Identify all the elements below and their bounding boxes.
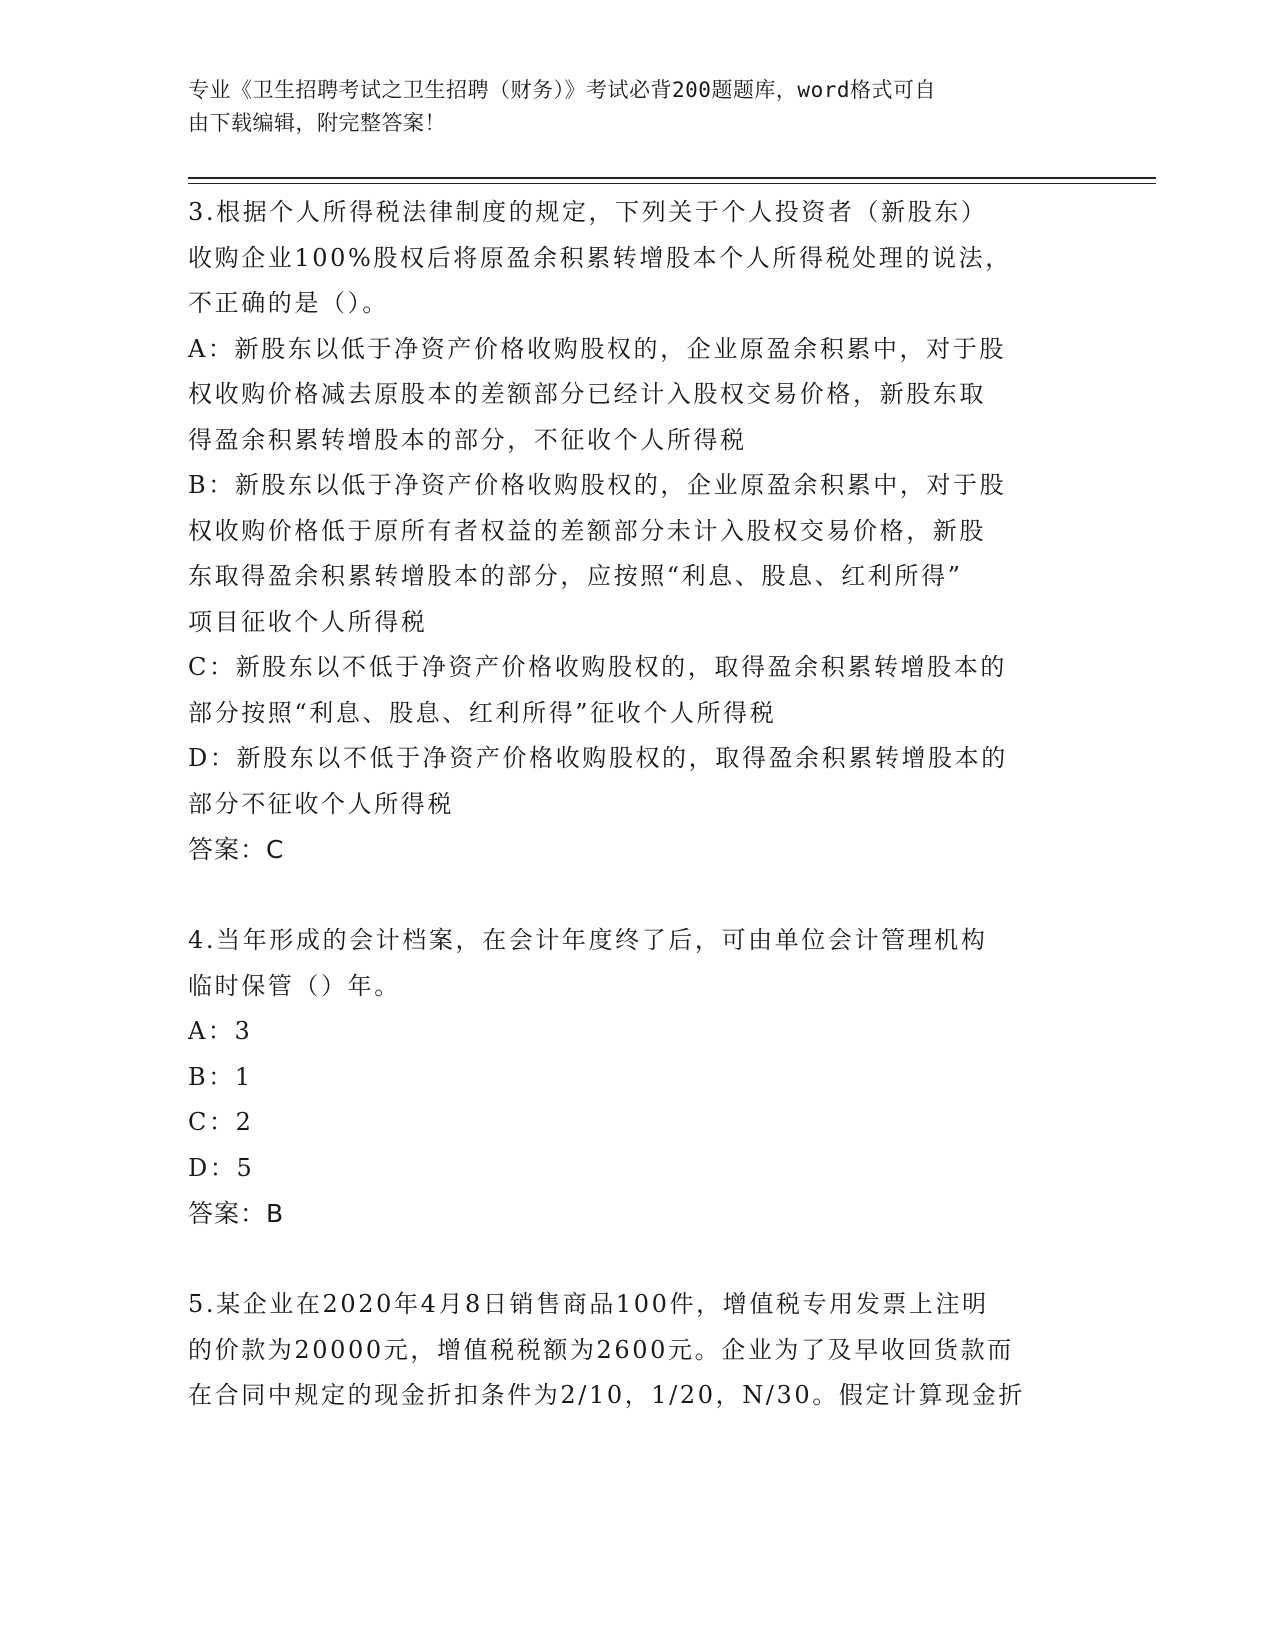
- option-a-line: A：新股东以低于净资产价格收购股权的，企业原盈余积累中，对于股: [188, 334, 1006, 363]
- option-d-line: 部分不征收个人所得税: [188, 789, 454, 818]
- option-a-line: 权收购价格减去原股本的差额部分已经计入股权交易价格，新股东取: [188, 380, 986, 408]
- question-stem-line: 在合同中规定的现金折扣条件为2/10，1/20，N/30。假定计算现金折: [188, 1381, 1026, 1409]
- question-spacer: [188, 1237, 1088, 1282]
- option-a-line: A：3: [188, 1017, 253, 1045]
- header-divider-thick: [188, 177, 1156, 179]
- document-header: [188, 74, 1068, 140]
- option-b-line: 项目征收个人所得税: [188, 607, 428, 636]
- question-stem-line: 不正确的是（）。: [188, 289, 389, 317]
- option-b-line: B：1: [188, 1062, 253, 1091]
- question-list: [188, 190, 1088, 1419]
- option-c-line: C：新股东以不低于净资产价格收购股权的，取得盈余积累转增股本的: [188, 653, 1007, 681]
- question-stem-line: 3.根据个人所得税法律制度的规定，下列关于个人投资者（新股东）: [188, 198, 988, 226]
- question-spacer: [188, 873, 1088, 918]
- header-line: 由下载编辑，附完整答案！: [188, 111, 446, 135]
- option-c-line: 部分按照“利息、股息、红利所得”征收个人所得税: [188, 698, 777, 727]
- option-b-line: 权收购价格低于原所有者权益的差额部分未计入股权交易价格，新股: [188, 516, 986, 545]
- option-d-line: D：新股东以不低于净资产价格收购股权的，取得盈余积累转增股本的: [188, 744, 1008, 772]
- answer-label: 答案：B: [188, 1199, 285, 1228]
- header-line: 专业《卫生招聘考试之卫生招聘（财务）》考试必背200题题库，word格式可自: [188, 78, 936, 102]
- question-4: [188, 918, 1088, 1237]
- question-5: [188, 1282, 1088, 1419]
- question-stem-line: 4.当年形成的会计档案，在会计年度终了后，可由单位会计管理机构: [188, 926, 988, 954]
- option-b-line: B：新股东以低于净资产价格收购股权的，企业原盈余积累中，对于股: [188, 471, 1007, 499]
- question-3: [188, 190, 1088, 873]
- answer-label: 答案：C: [188, 835, 285, 864]
- question-stem-line: 临时保管（）年。: [188, 971, 401, 1000]
- question-stem-line: 收购企业100%股权后将原盈余积累转增股本个人所得税处理的说法，: [188, 243, 1012, 272]
- header-divider-thin: [188, 183, 1156, 184]
- option-c-line: C：2: [188, 1108, 254, 1136]
- option-d-line: D：5: [188, 1153, 255, 1182]
- question-stem-line: 的价款为20000元，增值税税额为2600元。企业为了及早收回货款而: [188, 1335, 1014, 1364]
- option-b-line: 东取得盈余积累转增股本的部分，应按照“利息、股息、红利所得”: [188, 562, 963, 590]
- question-stem-line: 5.某企业在2020年4月8日销售商品100件，增值税专用发票上注明: [188, 1290, 989, 1318]
- option-a-line: 得盈余积累转增股本的部分，不征收个人所得税: [188, 425, 747, 454]
